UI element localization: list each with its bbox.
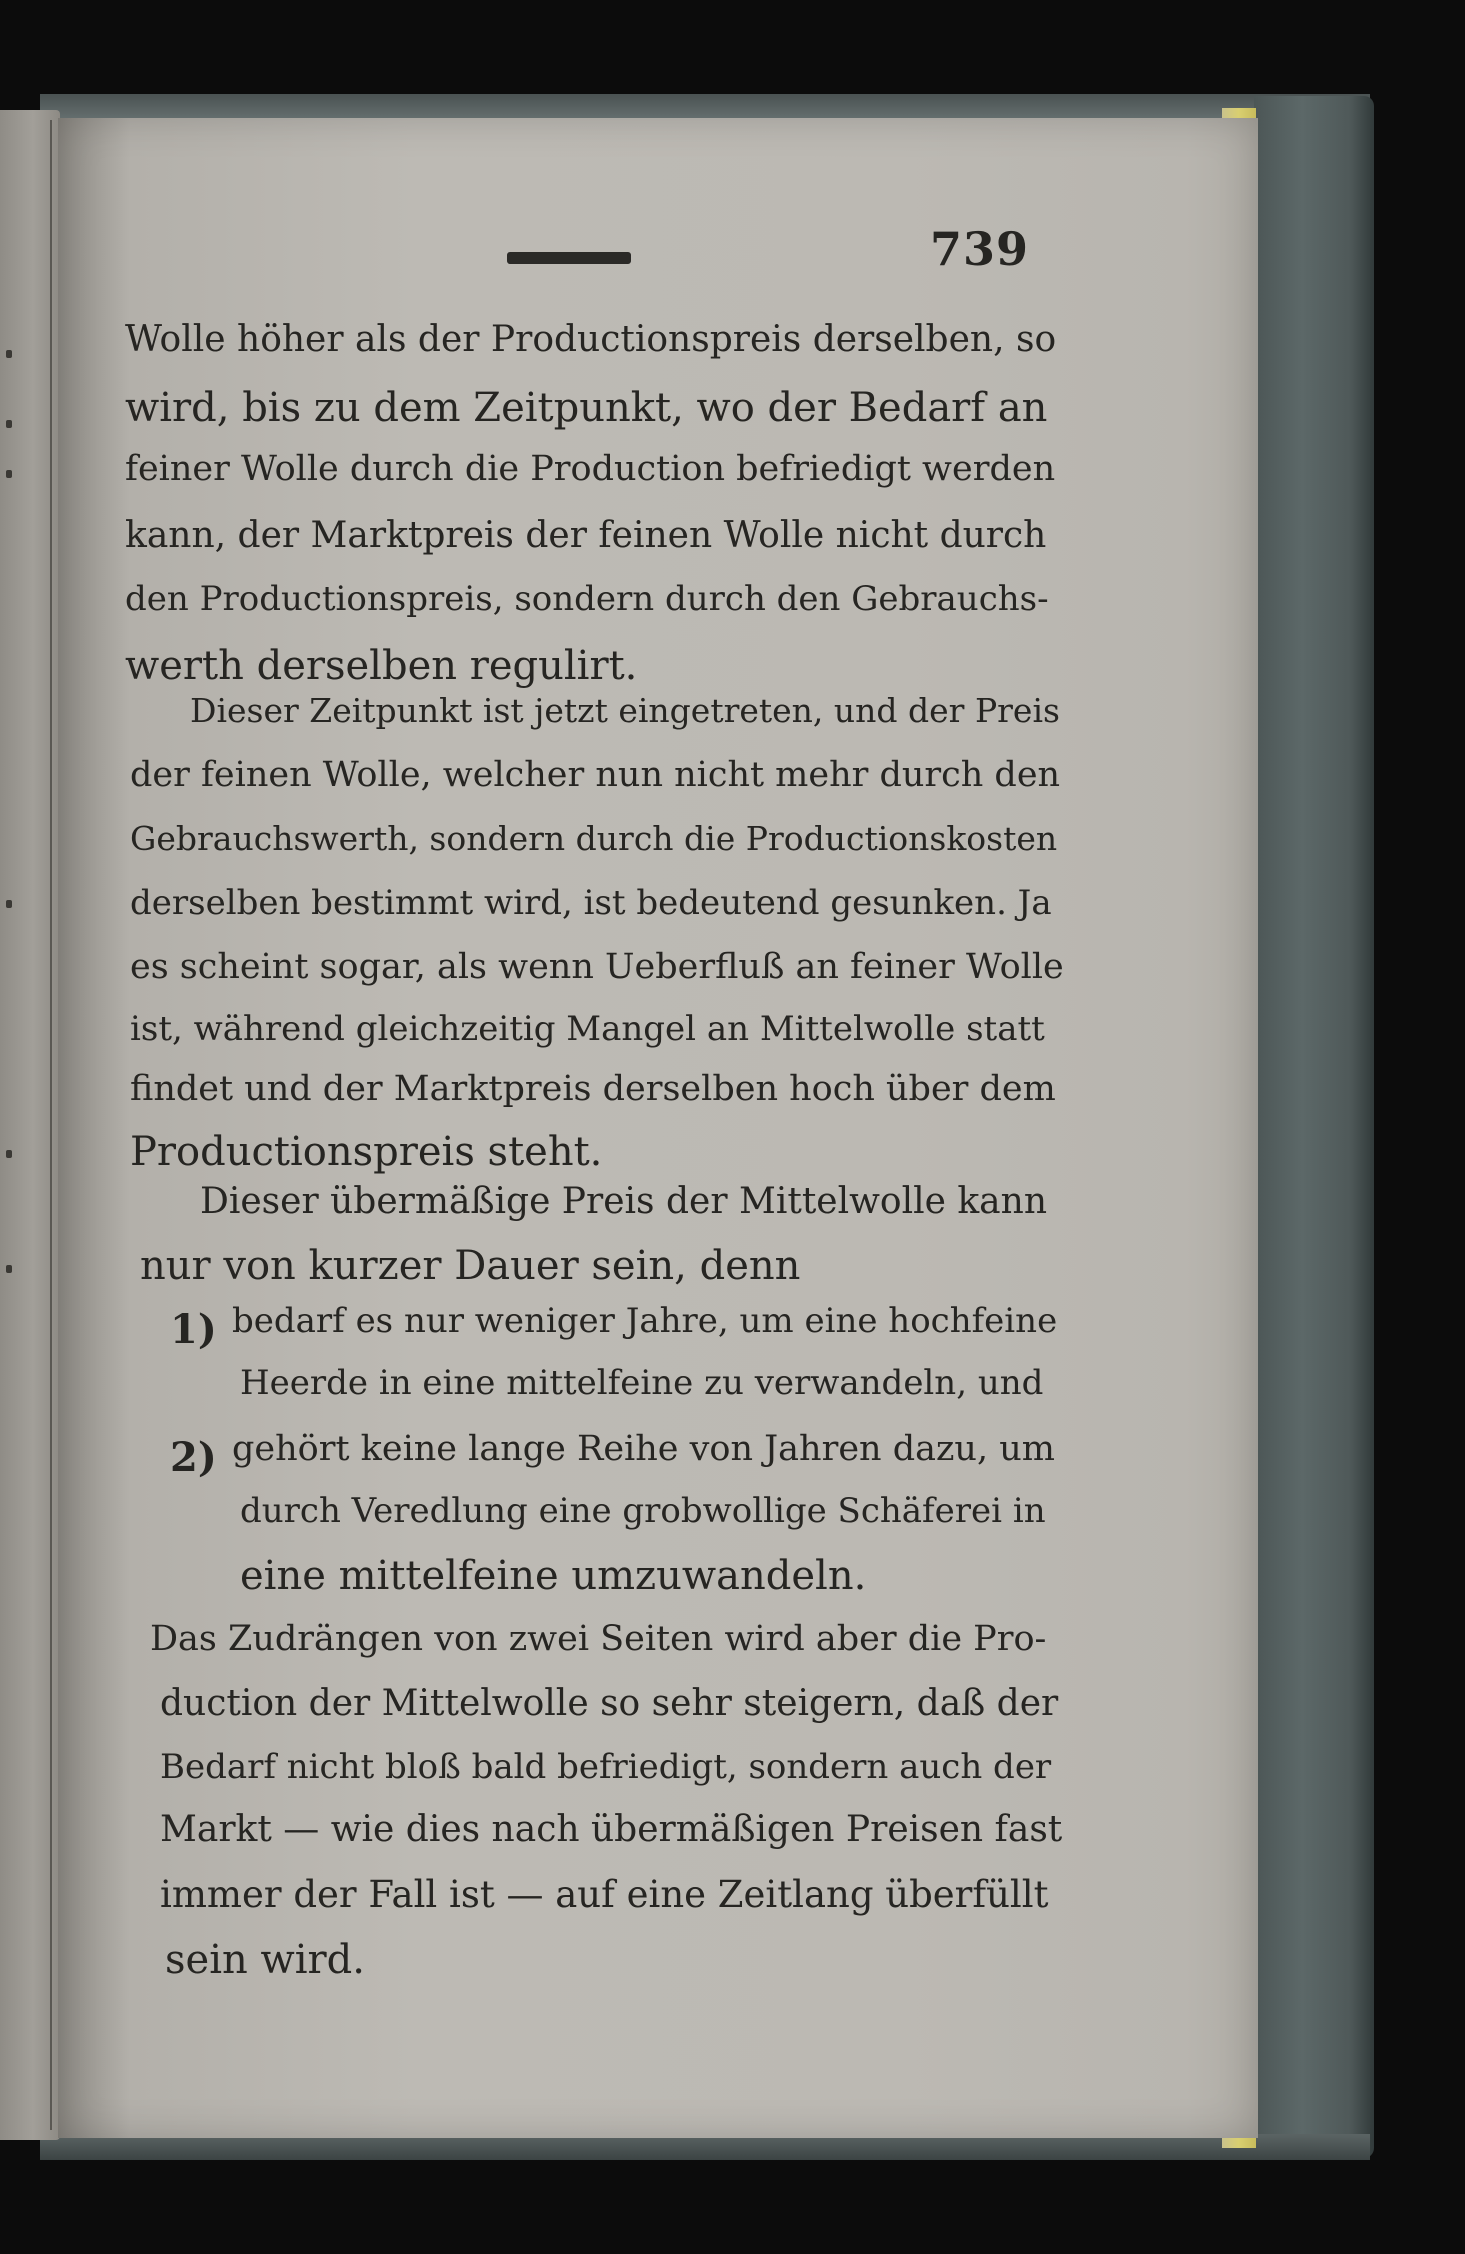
text-line: Productionspreis steht. (130, 1129, 603, 1175)
previous-page-mark (6, 1265, 12, 1273)
text-line: findet und der Marktpreis derselben hoch über dem (130, 1069, 1056, 1109)
previous-page-mark (6, 470, 12, 478)
text-line: der feinen Wolle, welcher nun nicht mehr durch den (130, 755, 1061, 795)
text-line: den Productionspreis, sondern durch den Gebrauchs- (125, 579, 1049, 619)
text-line: feiner Wolle durch die Production befriedigt werden (125, 449, 1056, 489)
text-line: bedarf es nur weniger Jahre, um eine hochfeine (232, 1301, 1058, 1341)
text-line: gehört keine lange Reihe von Jahren dazu, um (232, 1429, 1055, 1469)
previous-page-mark (6, 1150, 12, 1158)
text-line: es scheint sogar, als wenn Ueberfluß an feiner Wolle (130, 947, 1064, 987)
text-line: durch Veredlung eine grobwollige Schäferei in (240, 1491, 1046, 1531)
text-line: Heerde in eine mittelfeine zu verwandeln, und (240, 1363, 1044, 1403)
text-line: Markt — wie dies nach übermäßigen Preisen fast (160, 1809, 1063, 1850)
page-number: 739 (930, 222, 1030, 276)
previous-page-mark (6, 350, 12, 358)
text-line: sein wird. (165, 1937, 365, 1983)
text-line: Das Zudrängen von zwei Seiten wird aber die Pro- (150, 1619, 1047, 1659)
previous-page-mark (6, 900, 12, 908)
text-line: Dieser Zeitpunkt ist jetzt eingetreten, und der Preis (190, 691, 1060, 730)
text-line: derselben bestimmt wird, ist bedeutend gesunken. Ja (130, 883, 1052, 923)
header-rule (507, 252, 631, 264)
text-line: Wolle höher als der Productionspreis derselben, so (125, 319, 1057, 360)
text-line: Gebrauchswerth, sondern durch die Productionskosten (130, 819, 1058, 858)
text-line: eine mittelfeine umzuwandeln. (240, 1553, 867, 1599)
text-line: ist, während gleichzeitig Mangel an Mittelwolle statt (130, 1009, 1045, 1049)
text-line: kann, der Marktpreis der feinen Wolle nicht durch (125, 515, 1047, 556)
text-line: nur von kurzer Dauer sein, denn (140, 1243, 801, 1289)
text-line: Bedarf nicht bloß bald befriedigt, sondern auch der (160, 1747, 1052, 1787)
text-line: duction der Mittelwolle so sehr steigern, daß der (160, 1683, 1059, 1724)
text-line: werth derselben regulirt. (125, 643, 638, 689)
text-line: Dieser übermäßige Preis der Mittelwolle kann (200, 1181, 1048, 1222)
list-number: 2) (170, 1434, 217, 1481)
text-line: immer der Fall ist — auf eine Zeitlang überfüllt (160, 1873, 1049, 1916)
gutter-line (50, 120, 52, 2130)
list-number: 1) (170, 1306, 217, 1353)
book-cover-right (1254, 96, 1374, 2158)
text-line: wird, bis zu dem Zeitpunkt, wo der Bedarf an (125, 385, 1048, 431)
previous-page-mark (6, 420, 12, 428)
